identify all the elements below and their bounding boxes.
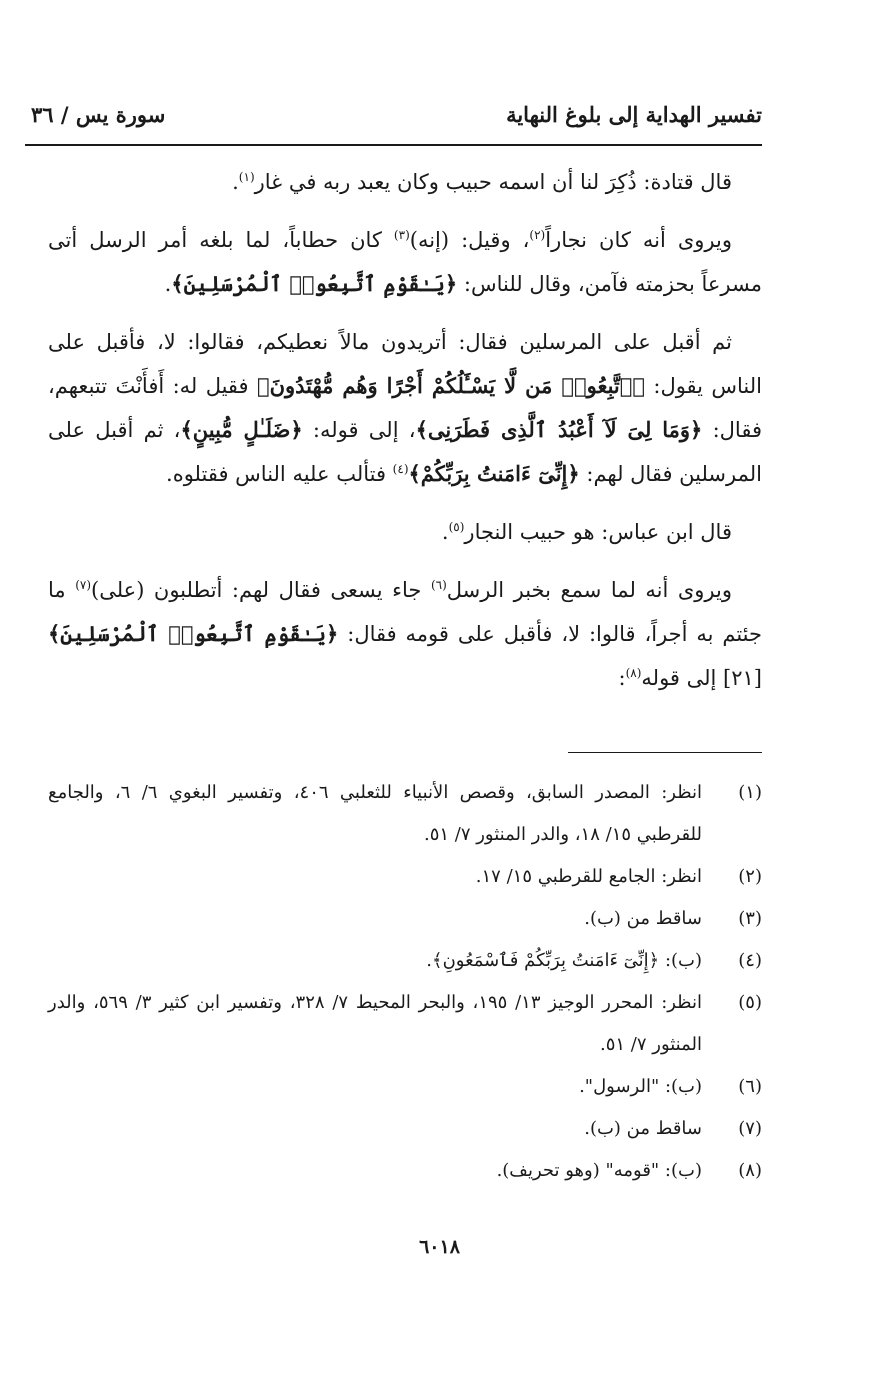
footnote-number: (٨) xyxy=(738,1160,762,1181)
paragraph-5 xyxy=(48,568,762,700)
footnote-number: (٣) xyxy=(738,908,762,929)
footnote-item xyxy=(48,982,762,1066)
paragraph-text: فتألب عليه الناس فقتلوه. xyxy=(166,462,393,486)
paragraph-text: : xyxy=(618,666,626,690)
footnote-item xyxy=(48,940,762,982)
footnote-item xyxy=(48,1066,762,1108)
book-title: تفسير الهداية إلى بلوغ النهاية xyxy=(506,102,762,127)
footnote-ref-2[interactable]: (٢) xyxy=(529,228,546,242)
paragraph-text: . xyxy=(232,170,239,194)
footnote-ref-7[interactable]: (٧) xyxy=(75,578,92,592)
footnote-ref-3[interactable]: (٣) xyxy=(393,228,410,242)
footnote-item xyxy=(48,772,762,856)
footnote-number: (٥) xyxy=(738,992,762,1013)
footnotes xyxy=(48,772,762,1192)
paragraph-text: ويروى أنه كان نجاراً xyxy=(545,228,732,252)
footnote-text: (ب): ﴿إِنِّىٓ ءَامَنتُ بِرَبِّكُمْ فَٱسْمَعُونِ﴾. xyxy=(426,950,702,971)
footnote-number: (٧) xyxy=(738,1118,762,1139)
quran-verse: ﴿يَـٰقَوْمِ ٱتَّبِعُوا۟ ٱلْمُرْسَلِينَ﴾ xyxy=(171,271,458,296)
footnote-ref-8[interactable]: (٨) xyxy=(625,666,642,680)
paragraph-text: قال ابن عباس: هو حبيب النجار xyxy=(464,520,732,544)
paragraph-text: ، ثم أقبل على المرسلين فقال لهم: xyxy=(48,418,762,486)
quran-verse: ﴿وَمَا لِىَ لَآ أَعْبُدُ ٱلَّذِى فَطَرَنِى﴾ xyxy=(415,417,703,442)
footnote-item xyxy=(48,898,762,940)
quran-verse: ﴿ٱتَّبِعُوا۟ مَن لَّا يَسْـَٔلُكُمْ أَجْرًا وَهُم مُّهْتَدُونَ﴾ xyxy=(256,373,645,398)
footnote-text: انظر: الجامع للقرطبي ١٥/ ١٧. xyxy=(475,866,702,887)
footnote-text: انظر: المحرر الوجيز ١٣/ ١٩٥، والبحر المحيط ٧/ ٣٢٨، وتفسير ابن كثير ٣/ ٥٦٩، والدر المنثور ٧/ ٥١. xyxy=(48,992,702,1055)
footnote-ref-6[interactable]: (٦) xyxy=(430,578,447,592)
paragraph-text: . xyxy=(164,272,172,296)
footnote-text: ساقط من (ب). xyxy=(584,908,702,929)
footnote-number: (٢) xyxy=(738,866,762,887)
footnote-divider xyxy=(568,752,762,753)
footnote-text: ساقط من (ب). xyxy=(584,1118,702,1139)
paragraph-4 xyxy=(48,510,762,554)
paragraph-text: كان حطاباً، لما بلغه أمر الرسل أتى مسرعاً بحزمته فآمن، وقال للناس: xyxy=(48,228,762,296)
footnote-text: (ب): "الرسول". xyxy=(579,1076,702,1097)
footnote-text: (ب): "قومه" (وهو تحريف). xyxy=(496,1160,702,1181)
paragraph-3 xyxy=(48,320,762,496)
quran-verse: ﴿إِنِّىٓ ءَامَنتُ بِرَبِّكُمْ﴾ xyxy=(408,461,580,486)
footnote-ref-4[interactable]: (٤) xyxy=(392,462,409,476)
paragraph-text: ثم أقبل على المرسلين فقال: أتريدون مالاً نعطيكم، فقالوا: لا، فأقبل على الناس يقول: xyxy=(48,330,762,398)
running-header xyxy=(25,100,762,146)
paragraph-text: قال قتادة: ذُكِرَ لنا أن اسمه حبيب وكان يعبد ربه في غار xyxy=(254,170,732,194)
paragraph-text: . xyxy=(441,520,449,544)
main-text xyxy=(48,160,762,714)
paragraph-2 xyxy=(48,218,762,306)
footnote-item xyxy=(48,856,762,898)
page-number: ٦٠١٨ xyxy=(419,1236,460,1258)
footnote-item xyxy=(48,1108,762,1150)
paragraph-text: فقيل له: أَفأَنْتَ تتبعهم، فقال: xyxy=(48,374,762,442)
paragraph-text: [٢١] إلى قوله xyxy=(641,666,762,690)
paragraph-text: ، إلى قوله: xyxy=(302,418,416,442)
footnote-number: (٦) xyxy=(738,1076,762,1097)
paragraph-text: ويروى أنه لما سمع بخبر الرسل xyxy=(446,578,732,602)
footnote-text: انظر: المصدر السابق، وقصص الأنبياء للثعلبي ٤٠٦، وتفسير البغوي ٦/ ٦، والجامع للقرطبي ١٥/ ١٨، والدر المنثور ٧/ ٥١. xyxy=(48,782,702,845)
footnote-item xyxy=(48,1150,762,1192)
quran-verse: ﴿ضَلَـٰلٍ مُّبِينٍ﴾ xyxy=(180,417,303,442)
paragraph-text: ما جئتم به أجراً، قالوا: لا، فأقبل على قومه فقال: xyxy=(48,578,762,646)
paragraph-1 xyxy=(48,160,762,204)
footnote-ref-5[interactable]: (٥) xyxy=(448,520,465,534)
paragraph-text: ، وقيل: (إنه) xyxy=(409,228,530,252)
footnote-number: (١) xyxy=(738,782,762,803)
surah-label: سورة يس / ٣٦ xyxy=(31,102,166,127)
quran-verse: ﴿يَـٰقَوْمِ ٱتَّبِعُوا۟ ٱلْمُرْسَلِينَ﴾ xyxy=(48,621,339,646)
paragraph-text: جاء يسعى فقال لهم: أتطلبون (على) xyxy=(91,578,431,602)
footnote-number: (٤) xyxy=(738,950,762,971)
footnote-ref-1[interactable]: (١) xyxy=(238,170,255,184)
